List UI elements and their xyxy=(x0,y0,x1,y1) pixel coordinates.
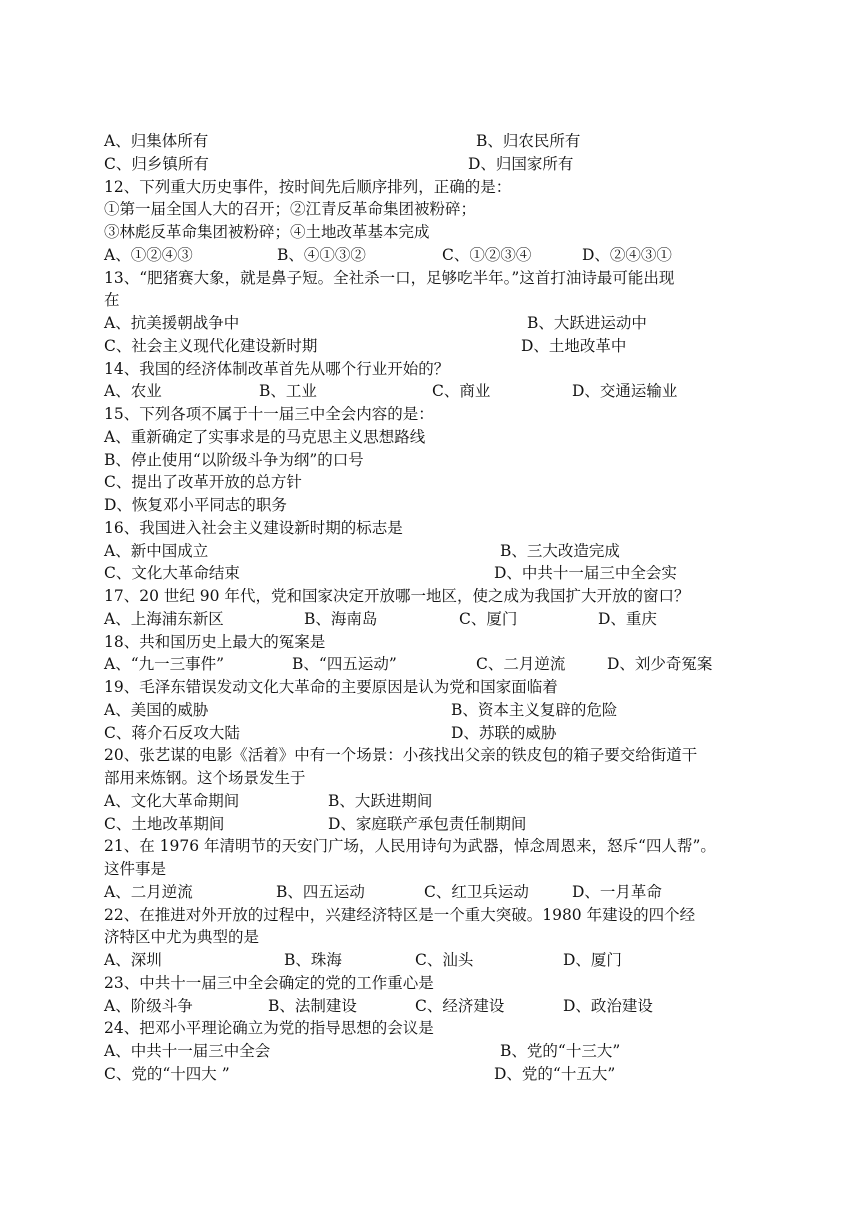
line-text: 济特区中尤为典型的是 xyxy=(104,928,260,947)
line-text: 22、在推进对外开放的过程中，兴建经济特区是一个重大突破。1980 年建设的四个经 xyxy=(104,905,696,924)
line-text: 20、张艺谋的电影《活着》中有一个场景：小孩找出父亲的铁皮包的箱子要交给街道干 xyxy=(104,746,698,765)
text-line xyxy=(104,471,764,494)
text-line xyxy=(104,312,764,335)
text-line xyxy=(104,631,764,654)
answer-option: A、文化大革命期间 xyxy=(104,791,240,810)
answer-option: A、①②④③ xyxy=(104,245,193,264)
answer-option: C、党的“十四大 ” xyxy=(104,1064,230,1083)
answer-option: C、二月逆流 xyxy=(476,655,566,674)
text-line xyxy=(104,380,764,403)
text-line xyxy=(104,813,764,836)
text-line xyxy=(104,722,764,745)
text-line xyxy=(104,653,764,676)
answer-option: A、农业 xyxy=(104,382,162,401)
answer-option: C、红卫兵运动 xyxy=(424,882,529,901)
text-line xyxy=(104,540,764,563)
answer-option: B、④①③② xyxy=(277,245,366,264)
answer-option: A、深圳 xyxy=(104,951,162,969)
text-line xyxy=(104,426,764,449)
line-text: 21、在 1976 年清明节的天安门广场，人民用诗句为武器，悼念周恩来，怒斥“四人帮”。 xyxy=(104,837,716,856)
text-line xyxy=(104,972,764,995)
answer-option: A、二月逆流 xyxy=(104,882,193,901)
answer-option: B、大跃进运动中 xyxy=(527,314,647,332)
line-text: 23、中共十一届三中全会确定的党的工作重心是 xyxy=(104,973,434,992)
text-line xyxy=(104,790,764,813)
text-line xyxy=(104,198,764,221)
text-line xyxy=(104,904,764,927)
answer-option: B、工业 xyxy=(259,382,317,401)
answer-option: C、汕头 xyxy=(415,951,474,969)
line-text: 18、共和国历史上最大的冤案是 xyxy=(104,632,326,651)
line-text: 13、“肥猪赛大象，就是鼻子短。全社杀一口，足够吃半年。”这首打油诗最可能出现 xyxy=(104,268,675,287)
text-line xyxy=(104,494,764,517)
text-line xyxy=(104,517,764,540)
line-text: 19、毛泽东错误发动文化大革命的主要原因是认为党和国家面临着 xyxy=(104,678,558,696)
line-text: 15、下列各项不属于十一届三中全会内容的是： xyxy=(104,405,434,423)
answer-option: A、中共十一届三中全会 xyxy=(104,1042,271,1060)
line-text: C、提出了改革开放的总方针 xyxy=(104,473,302,492)
text-line xyxy=(104,1063,764,1086)
answer-option: D、刘少奇冤案 xyxy=(607,655,713,674)
answer-option: D、归国家所有 xyxy=(468,154,574,173)
text-line xyxy=(104,358,764,381)
answer-option: D、党的“十五大” xyxy=(494,1064,616,1083)
text-line xyxy=(104,176,764,199)
line-text: 这件事是 xyxy=(104,860,167,878)
text-line xyxy=(104,699,764,722)
text-line xyxy=(104,926,764,949)
answer-option: B、“四五运动” xyxy=(292,655,397,674)
text-line xyxy=(104,449,764,472)
answer-option: C、①②③④ xyxy=(442,245,532,264)
line-text: D、恢复邓小平同志的职务 xyxy=(104,496,287,514)
text-line xyxy=(104,130,764,153)
text-line xyxy=(104,267,764,290)
answer-option: D、中共十一届三中全会实 xyxy=(494,564,677,583)
answer-option: A、抗美援朝战争中 xyxy=(104,314,240,332)
answer-option: A、“九一三事件” xyxy=(104,655,225,674)
answer-option: C、厦门 xyxy=(459,609,518,628)
answer-option: A、美国的威胁 xyxy=(104,700,209,719)
text-line xyxy=(104,881,764,904)
text-line xyxy=(104,562,764,585)
answer-option: B、海南岛 xyxy=(304,609,378,628)
line-text: 14、我国的经济体制改革首先从哪个行业开始的？ xyxy=(104,359,450,378)
answer-option: C、商业 xyxy=(432,382,491,401)
answer-option: A、上海浦东新区 xyxy=(104,609,224,628)
answer-option: D、一月革命 xyxy=(572,882,662,901)
line-text: 16、我国进入社会主义建设新时期的标志是 xyxy=(104,518,403,537)
answer-option: C、社会主义现代化建设新时期 xyxy=(104,336,318,355)
answer-option: D、重庆 xyxy=(598,609,657,628)
answer-option: B、归农民所有 xyxy=(476,132,581,150)
text-line xyxy=(104,858,764,881)
answer-option: B、珠海 xyxy=(284,951,342,969)
line-text: B、停止使用“以阶级斗争为纲”的口号 xyxy=(104,450,364,469)
text-line xyxy=(104,335,764,358)
answer-option: D、家庭联产承包责任制期间 xyxy=(328,814,527,833)
answer-option: B、法制建设 xyxy=(268,996,357,1015)
text-line xyxy=(104,221,764,244)
line-text: 17、20 世纪 90 年代，党和国家决定开放哪一地区，使之成为我国扩大开放的窗口？ xyxy=(104,587,690,605)
answer-option: A、归集体所有 xyxy=(104,132,209,150)
text-line xyxy=(104,835,764,858)
answer-option: B、四五运动 xyxy=(276,882,365,901)
text-line xyxy=(104,949,764,972)
text-line xyxy=(104,995,764,1018)
line-text: 24、把邓小平理论确立为党的指导思想的会议是 xyxy=(104,1019,434,1038)
answer-option: D、厦门 xyxy=(563,951,622,969)
line-text: ③林彪反革命集团被粉碎；④土地改革基本完成 xyxy=(104,223,430,241)
answer-option: B、资本主义复辟的危险 xyxy=(451,700,618,719)
line-text: 部用来炼钢。这个场景发生于 xyxy=(104,769,306,787)
answer-option: C、蒋介石反攻大陆 xyxy=(104,723,240,742)
answer-option: C、土地改革期间 xyxy=(104,814,225,833)
text-line xyxy=(104,585,764,608)
text-line xyxy=(104,403,764,426)
text-line xyxy=(104,608,764,631)
answer-option: D、土地改革中 xyxy=(521,336,627,355)
line-text: 12、下列重大历史事件，按时间先后顺序排列，正确的是： xyxy=(104,177,512,196)
text-line xyxy=(104,244,764,267)
answer-option: C、文化大革命结束 xyxy=(104,564,240,583)
text-line xyxy=(104,153,764,176)
answer-option: D、苏联的威胁 xyxy=(451,723,557,742)
answer-option: D、政治建设 xyxy=(563,996,653,1015)
text-line xyxy=(104,676,764,699)
line-text: ①第一届全国人大的召开；②江青反革命集团被粉碎； xyxy=(104,200,477,219)
text-line xyxy=(104,1017,764,1040)
answer-option: C、经济建设 xyxy=(415,996,505,1015)
answer-option: D、交通运输业 xyxy=(572,382,678,401)
answer-option: C、归乡镇所有 xyxy=(104,154,209,173)
answer-option: D、②④③① xyxy=(582,245,672,264)
line-text: A、重新确定了实事求是的马克思主义思想路线 xyxy=(104,427,426,446)
text-line xyxy=(104,289,764,312)
answer-option: B、大跃进期间 xyxy=(328,791,433,810)
line-text: 在 xyxy=(104,291,120,310)
answer-option: A、新中国成立 xyxy=(104,541,209,560)
answer-option: B、三大改造完成 xyxy=(500,541,620,560)
answer-option: A、阶级斗争 xyxy=(104,996,193,1015)
text-line xyxy=(104,1040,764,1063)
text-line xyxy=(104,767,764,790)
text-line xyxy=(104,744,764,767)
answer-option: B、党的“十三大” xyxy=(500,1042,621,1060)
